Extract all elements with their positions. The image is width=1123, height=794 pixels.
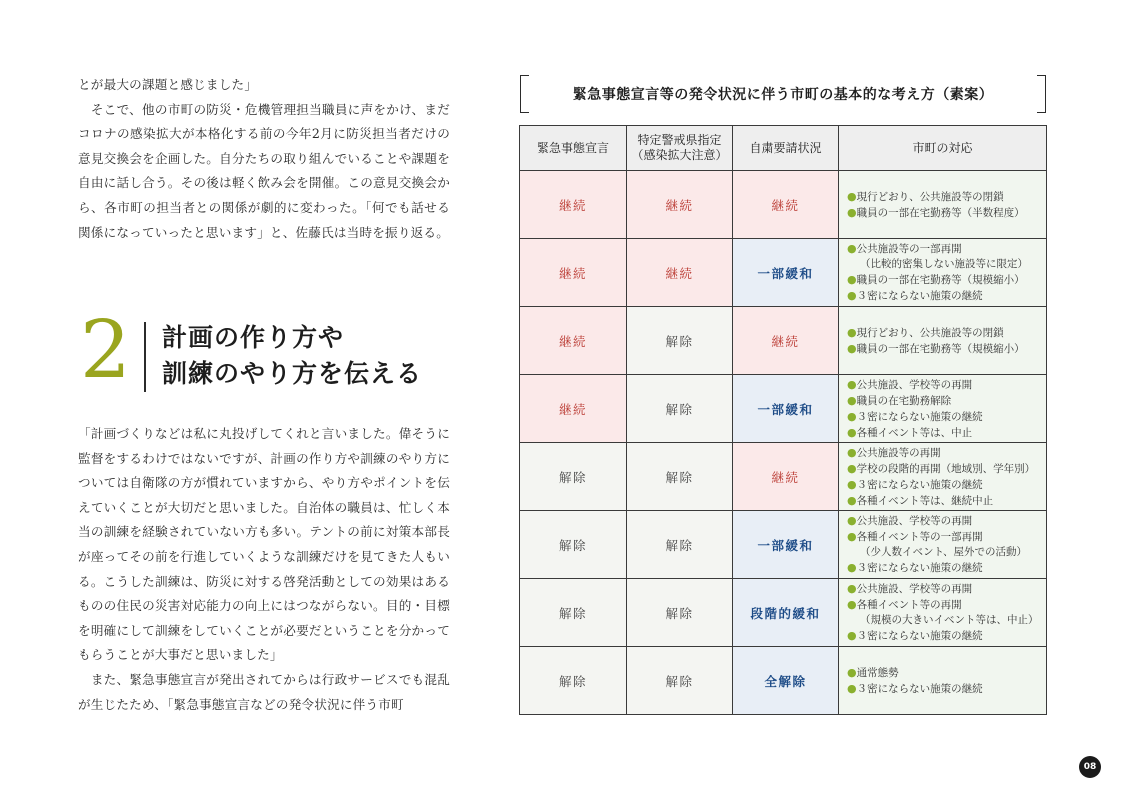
response-item: ●職員の一部在宅勤務等（半数程度） [847,205,1025,219]
table-row [520,511,1047,579]
response-item: ●公共施設等の一部再開 [847,242,962,255]
status-emergency: 解除 [520,511,627,579]
response-item: ●３密にならない施策の継続 [847,681,983,695]
response-item: ●３密にならない施策の継続 [847,409,983,423]
article-bottom-text [78,422,450,717]
response-item: ●公共施設等の再開 [847,445,941,459]
status-restraint: 継続 [733,307,839,375]
status-alert: 解除 [627,443,733,511]
section-title [162,320,422,392]
status-restraint: 継続 [733,171,839,239]
response-cell [839,239,1047,307]
response-item: ●職員の一部在宅勤務等（規模縮小） [847,341,1025,355]
table-row [520,171,1047,239]
table-row [520,307,1047,375]
response-cell [839,511,1047,579]
status-alert: 解除 [627,511,733,579]
response-cell [839,307,1047,375]
response-cell [839,375,1047,443]
paragraph: また、緊急事態宣言が発出されてからは行政サービスでも混乱が生じたため、「緊急事態宣言などの発令状況に伴う市町 [78,671,450,712]
header-municipal-response: 市町の対応 [839,126,1047,171]
paragraph: 「計画づくりなどは私に丸投げしてくれと言いました。偉そうに監督をするわけではないですが、計画の作り方や訓練のやり方については自衛隊の方が慣れていますから、やり方やポイントを伝えていくことが大切だと思いました。自治体の職員は、忙しく本当の訓練を経験されていない方も多い。テントの前に対策本部長が座ってその前を行進していくような訓練だけを見てきた人もいる。こうした訓練は、防災に対する啓発活動としての効果はあるものの住民の災害対応能力の向上にはつながらない。目的・目標を明確にして訓練をしていくことが必要だということを分かってもらうことが大事だと思いました」 [78,426,450,663]
header-special-alert-pref: 特定警戒県指定 （感染拡大注意） [627,126,733,171]
status-restraint: 一部緩和 [733,511,839,579]
response-cell [839,579,1047,647]
table-row [520,375,1047,443]
response-item: ●現行どおり、公共施設等の閉鎖 [847,189,1004,203]
section-title-line2: 訓練のやり方を伝える [162,359,423,388]
status-emergency: 継続 [520,307,627,375]
response-item: （比較的密集しない施設等に限定） [860,258,1028,270]
status-restraint: 段階的緩和 [733,579,839,647]
response-item: ●３密にならない施策の継続 [847,289,983,302]
section-divider [144,322,146,392]
status-alert: 継続 [627,239,733,307]
table-row [520,647,1047,715]
response-item: ●公共施設、学校等の再開 [847,582,973,595]
status-alert: 解除 [627,647,733,715]
response-item: ●公共施設、学校等の再開 [847,377,973,391]
status-emergency: 継続 [520,171,627,239]
paragraph: そこで、他の市町の防災・危機管理担当職員に声をかけ、まだコロナの感染拡大が本格化する前の今年2月に防災担当者だけの意見交換会を企画した。自分たちの取り組んでいることや課題を自由に話し合う。その後は軽く飲み会を開催。この意見交換会から、各市町の担当者との関係が劇的に変わった。「何でも話せる関係になっていったと思います」と、佐藤氏は当時を振り返る。 [78,101,450,240]
paragraph: とが最大の課題と感じました」 [78,77,258,92]
table-row [520,239,1047,307]
status-restraint: 一部緩和 [733,239,839,307]
section-number: 2 [80,303,131,396]
section-title-line1: 計画の作り方や [162,323,345,352]
response-item: ●公共施設、学校等の再開 [847,514,973,527]
table-title-box [520,75,1046,113]
bracket-right [1037,75,1046,113]
status-restraint: 全解除 [733,647,839,715]
status-emergency: 解除 [520,647,627,715]
response-item: ●職員の一部在宅勤務等（規模縮小） [847,273,1025,286]
status-emergency: 解除 [520,443,627,511]
status-alert: 継続 [627,171,733,239]
header-restraint-status: 自粛要請状況 [733,126,839,171]
response-cell [839,647,1047,715]
response-item: ●各種イベント等の再開 [847,598,962,611]
table-row [520,579,1047,647]
status-restraint: 一部緩和 [733,375,839,443]
response-item: ●各種イベント等の一部再開 [847,530,983,543]
response-item: ●各種イベント等は、中止 [847,425,973,439]
page-number: 08 [1079,756,1101,778]
response-item: ●通常態勢 [847,665,899,679]
status-restraint: 継続 [733,443,839,511]
response-item: （少人数イベント、屋外での活動） [860,546,1028,558]
table-title: 緊急事態宣言等の発令状況に伴う市町の基本的な考え方（素案） [572,87,994,103]
status-alert: 解除 [627,579,733,647]
article-top-text [78,73,450,245]
table-row [520,443,1047,511]
response-item: ●学校の段階的再開（地域別、学年別） [847,461,1036,475]
status-emergency: 継続 [520,239,627,307]
policy-table [519,125,1047,715]
response-item: ●３密にならない施策の継続 [847,477,983,491]
table-header-row [520,126,1047,171]
response-cell [839,171,1047,239]
response-item: （規模の大きいイベント等は、中止） [860,614,1039,626]
status-alert: 解除 [627,375,733,443]
response-item: ●職員の在宅勤務解除 [847,393,952,407]
response-item: ●３密にならない施策の継続 [847,561,983,574]
response-item: ●３密にならない施策の継続 [847,629,983,642]
response-item: ●各種イベント等は、継続中止 [847,493,994,507]
response-cell [839,443,1047,511]
status-emergency: 解除 [520,579,627,647]
section-heading [80,303,460,398]
status-emergency: 継続 [520,375,627,443]
response-item: ●現行どおり、公共施設等の閉鎖 [847,325,1004,339]
status-alert: 解除 [627,307,733,375]
header-emergency-declaration: 緊急事態宣言 [520,126,627,171]
